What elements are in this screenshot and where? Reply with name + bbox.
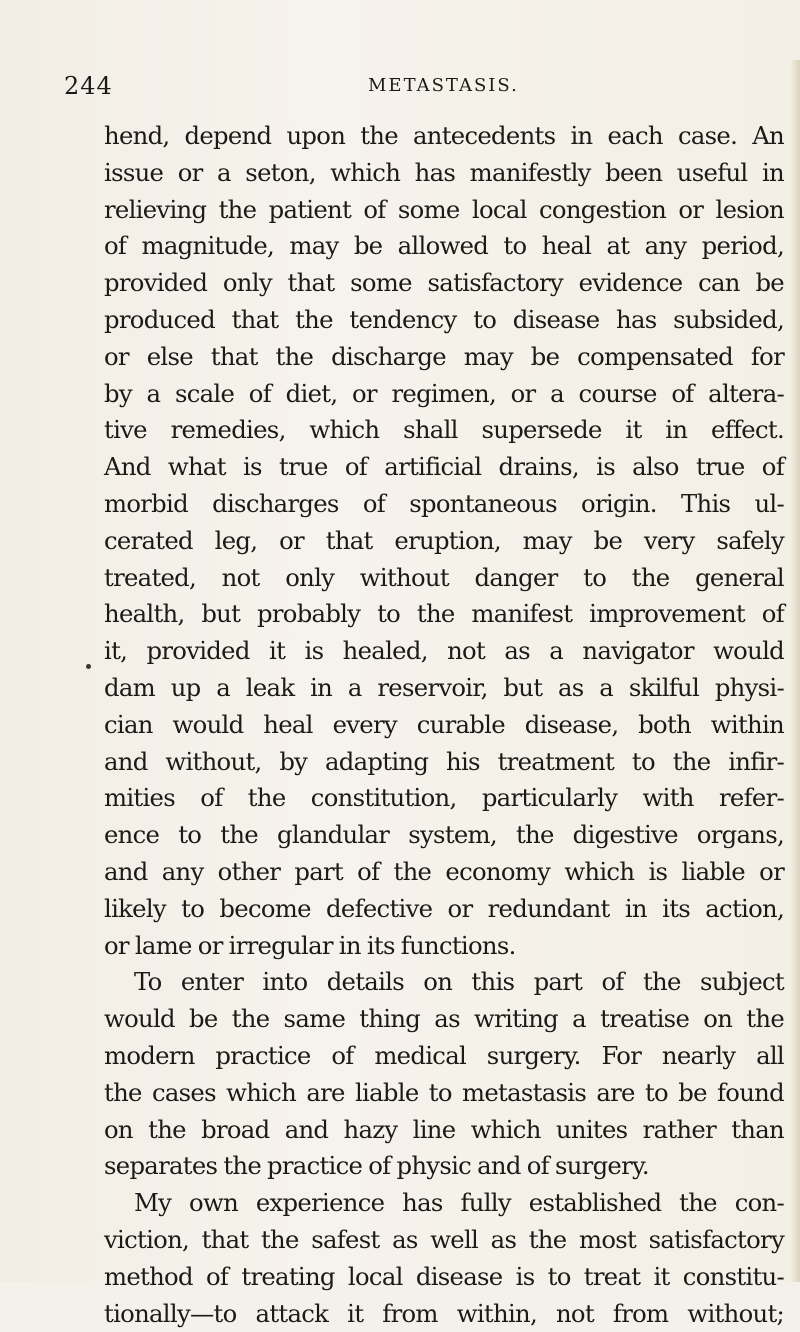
text-line: treated, not only without danger to the general (104, 560, 784, 597)
text-line: dam up a leak in a reservoir, but as a skilful physi- (104, 670, 784, 707)
text-line: or else that the discharge may be compensated for (104, 339, 784, 376)
margin-mark (86, 664, 91, 669)
text-line: hend, depend upon the antecedents in each case. An (104, 118, 784, 155)
text-line: tionally—to attack it from within, not from without; (104, 1296, 784, 1332)
text-line: modern practice of medical surgery. For nearly all (104, 1038, 784, 1075)
body-text (104, 118, 784, 1332)
text-line: issue or a seton, which has manifestly been useful in (104, 155, 784, 192)
text-line: it, provided it is healed, not as a navigator would (104, 633, 784, 670)
text-line: produced that the tendency to disease has subsided, (104, 302, 784, 339)
page-edge (790, 60, 800, 1282)
text-line: method of treating local disease is to treat it constitu- (104, 1259, 784, 1296)
text-line: My own experience has fully established the con- (104, 1185, 784, 1222)
text-line: or lame or irregular in its functions. (104, 928, 784, 965)
text-line: And what is true of artificial drains, is also true of (104, 449, 784, 486)
text-line: and without, by adapting his treatment to the infir- (104, 744, 784, 781)
text-line: cerated leg, or that eruption, may be very safely (104, 523, 784, 560)
text-line: relieving the patient of some local congestion or lesion (104, 192, 784, 229)
text-line: likely to become defective or redundant in its action, (104, 891, 784, 928)
text-line: viction, that the safest as well as the most satisfactory (104, 1222, 784, 1259)
text-line: separates the practice of physic and of surgery. (104, 1148, 784, 1185)
text-line: the cases which are liable to metastasis are to be found (104, 1075, 784, 1112)
text-line: cian would heal every curable disease, both within (104, 707, 784, 744)
text-line: health, but probably to the manifest improvement of (104, 596, 784, 633)
running-title: METASTASIS. (368, 75, 519, 96)
text-line: by a scale of diet, or regimen, or a course of altera- (104, 376, 784, 413)
text-line: and any other part of the economy which is liable or (104, 854, 784, 891)
text-line: To enter into details on this part of the subject (104, 964, 784, 1001)
text-line: mities of the constitution, particularly with refer- (104, 780, 784, 817)
running-head (0, 72, 800, 102)
page-number: 244 (64, 72, 113, 100)
text-line: ence to the glandular system, the digestive organs, (104, 817, 784, 854)
text-line: would be the same thing as writing a treatise on the (104, 1001, 784, 1038)
text-line: morbid discharges of spontaneous origin. This ul- (104, 486, 784, 523)
text-line: tive remedies, which shall supersede it in effect. (104, 412, 784, 449)
text-line: of magnitude, may be allowed to heal at any period, (104, 228, 784, 265)
text-line: provided only that some satisfactory evidence can be (104, 265, 784, 302)
text-line: on the broad and hazy line which unites rather than (104, 1112, 784, 1149)
